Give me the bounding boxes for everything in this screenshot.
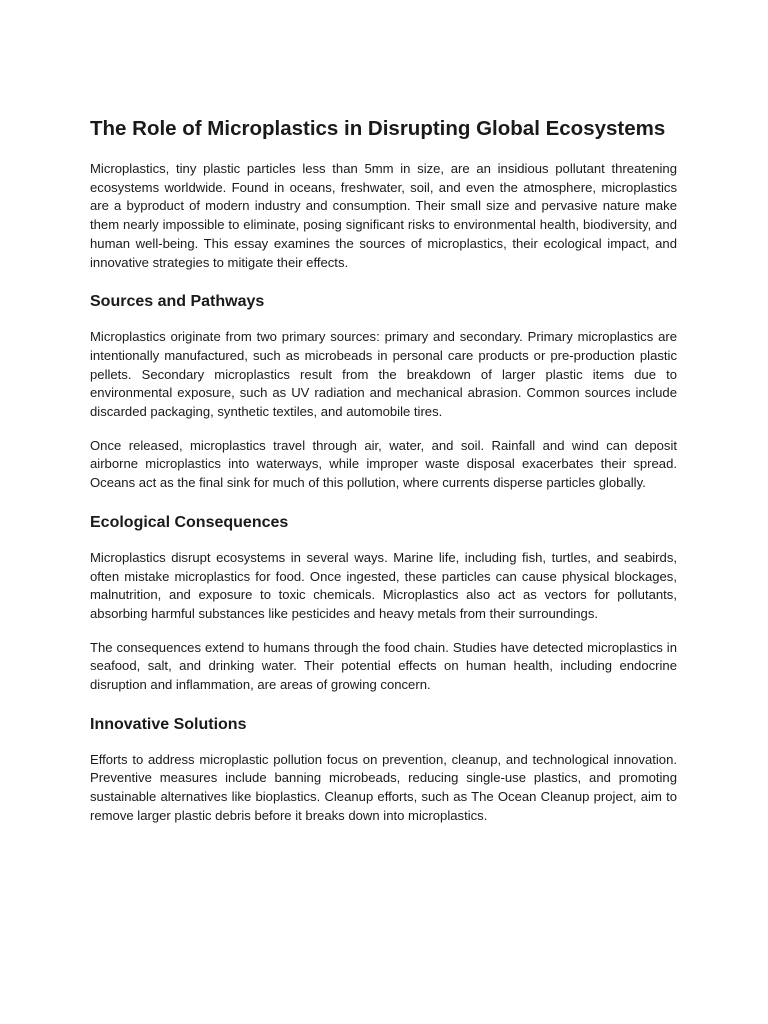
document-page (90, 114, 677, 826)
section-sources-and-pathways (90, 292, 677, 493)
section-ecological-consequences (90, 513, 677, 695)
paragraph: Once released, microplastics travel through air, water, and soil. Rainfall and wind can deposit airborne microplastics into waterways, while improper waste disposal exacerbates their spread. Oceans act as the final sink for much of this pollution, where currents disperse particles globally. (90, 437, 677, 491)
paragraph: The consequences extend to humans through the food chain. Studies have detected microplastics in seafood, salt, and drinking water. Their potential effects on human health, including endocrine disruption and inflammation, are areas of growing concern. (90, 639, 677, 693)
paragraph: Microplastics originate from two primary sources: primary and secondary. Primary microplastics are intentionally manufactured, such as microbeads in personal care products or pre-production plastic pellets. Secondary microplastics result from the breakdown of larger plastic items due to environmental exposure, such as UV radiation and mechanical abrasion. Common sources include discarded packaging, synthetic textiles, and automobile tires. (90, 329, 677, 420)
section-heading: Ecological Consequences (90, 513, 289, 531)
paragraph: Efforts to address microplastic pollution focus on prevention, cleanup, and technological innovation. Preventive measures include banning microbeads, reducing single-use plastics, and promoting sustainable alternatives like bioplastics. Cleanup efforts, such as The Ocean Cleanup project, aim to remove larger plastic debris before it breaks down into microplastics. (90, 751, 677, 823)
document-title: The Role of Microplastics in Disrupting Global Ecosystems (90, 117, 666, 140)
section-heading: Sources and Pathways (90, 293, 265, 311)
intro-paragraph: Microplastics, tiny plastic particles less than 5mm in size, are an insidious pollutant threatening ecosystems worldwide. Found in oceans, freshwater, soil, and even the atmosphere, microplastics are a byproduct of modern industry and consumption. Their small size and pervasive nature make them nearly impossible to eliminate, posing significant risks to environmental health, biodiversity, and human well-being. This essay examines the sources of microplastics, their ecological impact, and innovative strategies to mitigate their effects. (90, 161, 677, 270)
section-heading: Innovative Solutions (90, 715, 247, 733)
section-innovative-solutions (90, 715, 677, 826)
paragraph: Microplastics disrupt ecosystems in several ways. Marine life, including fish, turtles, and seabirds, often mistake microplastics for food. Once ingested, these particles can cause physical blockages, malnutrition, and exposure to toxic chemicals. Microplastics also act as vectors for pollutants, absorbing harmful substances like pesticides and heavy metals from their surroundings. (90, 549, 677, 621)
